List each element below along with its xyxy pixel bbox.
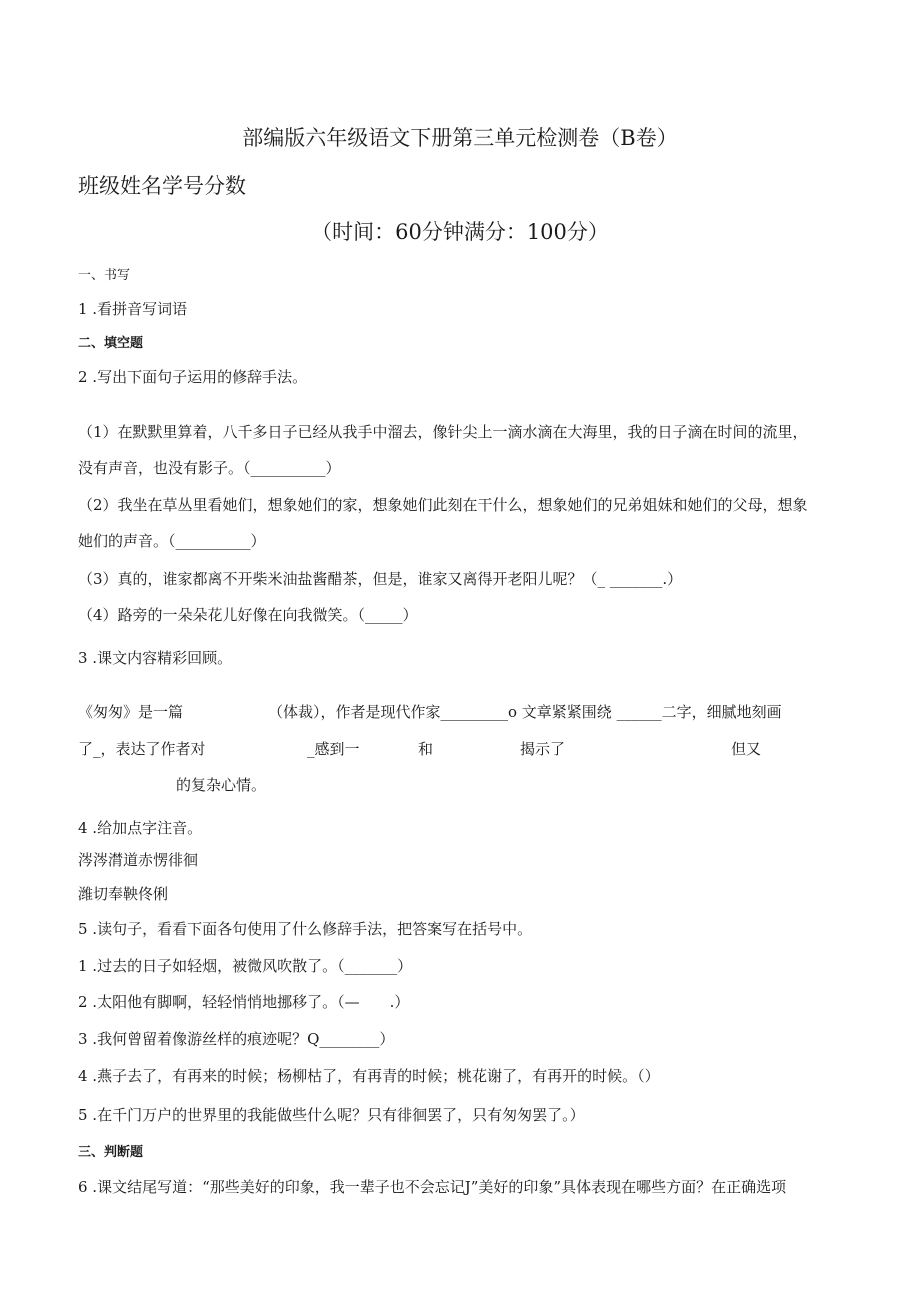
question-3-line-1-a: 《匆匆》是一篇: [78, 703, 184, 721]
question-3-line-2-a: 了_，表达了作者对: [78, 740, 206, 758]
question-3-line-1-b: （体裁），作者是现代作家_________o 文章紧紧围绕 ______二字，细腻地刻画: [268, 703, 782, 721]
question-3-line-2-b: _感到一: [307, 740, 360, 758]
question-1: 1 .看拼音写词语: [78, 300, 188, 318]
question-3-line-2-e: 但又: [731, 740, 762, 758]
question-5-sentence-5: 5 .在千门万户的世界里的我能做些什么呢？只有徘徊罢了，只有匆匆罢了。）: [78, 1106, 585, 1124]
question-6: 6 .课文结尾写道：“那些美好的印象，我一辈子也不会忘记J”美好的印象”具体表现在哪些方面？在正确选项: [78, 1178, 787, 1196]
question-5-stem: 5 .读句子，看看下面各句使用了什么修辞手法，把答案写在括号中。: [78, 920, 533, 938]
question-2-item-1-line-1: （1）在默默里算着，八千多日子已经从我手中溜去，像针尖上一滴水滴在大海里，我的日子滴在时间的流里，: [78, 423, 808, 441]
question-2-item-3: （3）真的，谁家都离不开柴米油盐酱醋茶，但是，谁家又离得开老阳儿呢？（_ _______.）: [78, 570, 683, 588]
time-score-line: （时间：60分钟满分：100分）: [311, 220, 609, 244]
question-5-sentence-1: 1 .过去的日子如轻烟，被微风吹散了。（_______）: [78, 957, 413, 975]
question-4-stem: 4 .给加点字注音。: [78, 819, 203, 837]
question-2-item-1-line-2: 没有声音，也没有影子。（__________）: [78, 459, 341, 477]
section-writing: 一、书写: [78, 268, 131, 283]
question-2-item-4: （4）路旁的一朵朵花儿好像在向我微笑。（_____）: [78, 606, 418, 624]
question-3-line-2-c: 和: [418, 740, 434, 758]
question-3-stem: 3 .课文内容精彩回顾。: [78, 649, 233, 667]
question-4-row-2: 潍切奉鞅佟俐: [78, 885, 169, 903]
exam-title: 部编版六年级语文下册第三单元检测卷（B卷）: [242, 126, 678, 150]
section-fill-blank: 二、填空题: [78, 336, 144, 351]
question-2-item-2-line-2: 她们的声音。（__________）: [78, 532, 266, 550]
student-info-line: 班级姓名学号分数: [78, 174, 246, 198]
question-5-sentence-3: 3 .我何曾留着像游丝样的痕迹呢？Q________）: [78, 1030, 395, 1048]
question-2-item-2-line-1: （2）我坐在草丛里看她们，想象她们的家，想象她们此刻在干什么，想象她们的兄弟姐妹和她们的父母，想象: [78, 496, 808, 514]
section-judgement: 三、判断题: [78, 1145, 144, 1160]
question-3-line-3: 的复杂心情。: [176, 776, 267, 794]
question-4-row-1: 涔涔潸道赤愣徘徊: [78, 851, 199, 869]
question-2-stem: 2 .写出下面句子运用的修辞手法。: [78, 368, 308, 386]
question-5-sentence-2: 2 .太阳他有脚啊，轻轻悄悄地挪移了。（— .）: [78, 993, 410, 1011]
question-5-sentence-4: 4 .燕子去了，有再来的时候；杨柳枯了，有再青的时候；桃花谢了，有再开的时候。（）: [78, 1067, 660, 1085]
question-3-line-2-d: 揭示了: [520, 740, 566, 758]
